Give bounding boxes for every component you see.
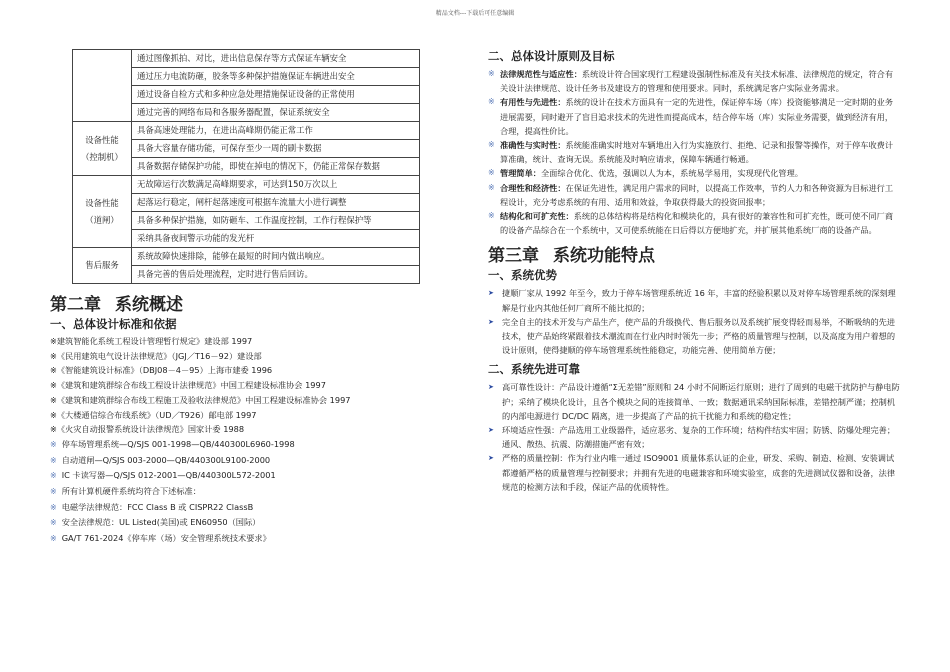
- arrow-bullet-icon: ➤: [488, 383, 494, 392]
- chapter-2: [50, 294, 470, 547]
- category-sublabel: （道闸）: [85, 214, 119, 225]
- section-heading: 二、总体设计原则及目标: [488, 49, 615, 63]
- table-cell: 通过完善的网络布局和各服务器配置，保证系统安全: [132, 104, 420, 122]
- requirements-table: [72, 49, 420, 284]
- list-item: ※ IC 卡读写器—Q/SJS 012-2001—QB/440300L572-2001: [50, 470, 276, 481]
- list-item: ※ 自动道闸—Q/SJS 003-2000—QB/440300L9100-2000: [50, 454, 271, 465]
- chapter-title: 第三章 系统功能特点: [488, 246, 655, 267]
- list-item: ※《智能建筑设计标准》（DBJ08－4－95）上海市建委 1996: [50, 365, 273, 376]
- arrow-bullet-icon: ➤: [488, 317, 494, 326]
- table-row: [73, 176, 420, 194]
- bullet-icon: ※: [488, 182, 495, 192]
- list-item: ※ 所有计算机硬件系统均符合下述标准：: [50, 486, 201, 497]
- section-heading: 二、系统先进可靠: [488, 362, 580, 377]
- bullet-icon: ※: [50, 455, 57, 465]
- list-item: ※ 停车场管理系统—Q/SJS 001-1998—QB/440300L6960-1998: [50, 438, 295, 449]
- list-item: ※建筑智能化系统工程设计管理暂行规定》建设部 1997: [50, 336, 253, 346]
- list-item: ※《建筑和建筑群综合布线工程施工及验收法律规范》中国工程建设标准协会 1997: [50, 394, 351, 405]
- table-cell: 具备多种保护措施，如防砸车、工作温度控制，工作行程保护等: [132, 212, 420, 230]
- arrow-bullet-icon: ➤: [488, 426, 494, 435]
- principles-list: [488, 67, 900, 237]
- table-cell: 系统故障快速排除，能够在最短的时间内做出响应。: [132, 248, 420, 266]
- right-column: [488, 48, 900, 494]
- category-label: 设备性能: [85, 134, 119, 145]
- table-category-cell: [73, 248, 132, 284]
- list-item: ➤ 严格的质量控制：作为行业内唯一通过 ISO9001 质量体系认证的企业，研发、采购、制造、检测、安装调试都遵循严格的质量管理与控制要求；并拥有先进的电磁兼容和环境实验室，成套的先进测试仪器和设备，法律规范的检测方法和手段，保证产品的优质特性。: [488, 451, 900, 494]
- table-cell: 无故障运行次数满足高峰期要求，可达到150万次以上: [132, 176, 420, 194]
- page-header: 精品文档---下载后可任意编辑: [435, 10, 515, 17]
- table-cell: 具备完善的售后处理流程，定时进行售后回访。: [132, 266, 420, 284]
- chapter-title: 第二章 系统概述: [50, 295, 183, 315]
- arrow-bullet-icon: ➤: [488, 454, 494, 463]
- table-cell: 采纳具备夜间警示功能的发光杆: [132, 230, 420, 248]
- list-item: ※《民用建筑电气设计法律规范》（JGJ／T16－92）建设部: [50, 350, 262, 361]
- list-item: ※ 安全法律规范：UL Listed(美国)或 EN60950（国际）: [50, 517, 261, 528]
- chapter-3: [488, 245, 900, 494]
- list-item: ※ 合理性和经济性：在保证先进性，满足用户需求的同时，以提高工作效率，节约人力和各种资源为目标进行工程设计，充分考虑系统的有用、适用和效益，争取获得最大的投资回报率；: [488, 181, 900, 209]
- bullet-icon: ※: [50, 518, 57, 528]
- table-category-cell: [73, 122, 132, 176]
- table-cell: 通过压力电流防砸，胶条等多种保护措施保证车辆进出安全: [132, 68, 420, 86]
- list-item: ※《火灾自动报警系统设计法律规范》国家计委 1988: [50, 424, 245, 435]
- bullet-icon: ※: [50, 534, 57, 544]
- list-item: ※ GA/T 761-2024《停车库（场）安全管理系统技术要求》: [50, 533, 271, 544]
- list-item: ※ 法律规范性与适应性：系统设计符合国家现行工程建设强制性标准及有关技术标准、法律规范的规定，符合有关设计法律规范、设计任务书及建设方的管理和使用要求。同时，系统满足客户实际业务需求。: [488, 67, 900, 95]
- list-item: ※ 结构化和可扩充性：系统的总体结构将是结构化和模块化的，具有很好的兼容性和可扩充性，既可使不同厂商的设备产品综合在一个系统中，又可使系统能在日后得以方便地扩充，并扩展其他系统厂商的设备产品。: [488, 209, 900, 237]
- bullet-icon: ※: [488, 140, 495, 150]
- table-category-cell: [73, 176, 132, 248]
- list-item: ➤ 捷顺厂家从 1992 年至今，致力于停车场管理系统近 16 年，丰富的经验积累以及对停车场管理系统的深刻理解是行业内其他任何厂商所不能比拟的；: [488, 286, 900, 314]
- bullet-icon: ※: [50, 487, 57, 497]
- bullet-icon: ※: [488, 69, 495, 78]
- list-item: ➤ 完全自主的技术开发与产品生产，使产品的升级换代、售后服务以及系统扩展变得轻而易举，不断吸纳的先进技术，使产品始终紧跟着技术潮流而在行业内时时领先一步；严格的质量管理与控制，以及高度为用户着想的设计原则，使得捷顺的停车场管理系统性能稳定，功能完善、使用简单方便；: [488, 315, 900, 358]
- list-item: ※ 电磁学法律规范：FCC Class B 或 CISPR22 ClassB: [50, 501, 254, 512]
- table-row: [73, 50, 420, 68]
- table-cell: 通过图像抓拍、对比，进出信息保存等方式保证车辆安全: [132, 50, 420, 68]
- list-item: ※《大楼通信综合布线系统》（UD／T926）邮电部 1997: [50, 409, 257, 420]
- bullet-icon: ※: [488, 211, 495, 221]
- list-item: ※ 有用性与先进性：系统的设计在技术方面具有一定的先进性，保证停车场（库）投资能够满足一定时期的业务进展需要，同时避开了盲目追求技术的先进性而提高成本，结合停车场（库）实际业务需要，做到经济有用，合理，提高性价比。: [488, 95, 900, 138]
- table-cell: 具备高速处理能力，在进出高峰期仍能正常工作: [132, 122, 420, 140]
- table-cell: 起落运行稳定，闸杆起落速度可根据车流量大小进行调整: [132, 194, 420, 212]
- table-cell: 通过设备自检方式和多种应急处理措施保证设备的正常使用: [132, 86, 420, 104]
- category-label: 售后服务: [85, 260, 119, 270]
- bullet-icon: ※: [50, 439, 57, 449]
- list-item: ※ 管理简单：全面综合优化、优选，强调以人为本，系统易学易用，实现现代化管理。: [488, 166, 900, 180]
- category-sublabel: （控制机）: [81, 151, 123, 162]
- table-category-cell: [73, 50, 132, 122]
- arrow-bullet-icon: ➤: [488, 289, 494, 298]
- standards-list: [50, 334, 470, 547]
- bullet-icon: ※: [50, 502, 57, 512]
- list-item: ➤ 高可靠性设计：产品设计遵循“Σ无差错”原则和 24 小时不间断运行原则；进行了周到的电磁干扰防护与静电防护；采纳了模块化设计，且各个模块之间的连接简单、一致；数据通讯采纳国际标准，差错控制严谨；控制机的内部电源进行 DC/DC 隔离，进一步提高了产品的抗干扰能力和系统的稳定性；: [488, 380, 900, 423]
- list-item: ※《建筑和建筑群综合布线工程设计法律规范》中国工程建设标准协会 1997: [50, 380, 326, 391]
- bullet-icon: ※: [50, 471, 57, 481]
- table-row: [73, 122, 420, 140]
- left-column: [50, 44, 470, 547]
- section-heading: 一、总体设计标准和依据: [50, 317, 177, 331]
- section-heading: 一、系统优势: [488, 268, 557, 283]
- category-label: 设备性能: [85, 197, 119, 208]
- bullet-icon: ※: [488, 168, 495, 178]
- list-item: ➤ 环境适应性强：产品选用工业级器件，适应恶劣、复杂的工作环境；结构件结实牢固；防锈、防爆处理完善；通风、散热、抗震、防潮措施严密有效；: [488, 423, 900, 451]
- bullet-icon: ※: [488, 97, 495, 107]
- table-row: [73, 248, 420, 266]
- table-cell: 具备数据存储保护功能，即使在掉电的情况下，仍能正常保存数据: [132, 158, 420, 176]
- table-cell: 具备大容量存储功能，可保存至少一周的刷卡数据: [132, 140, 420, 158]
- list-item: ※ 准确性与实时性：系统能准确实时地对车辆地出入行为实施放行、拒绝、记录和报警等操作，对于停车收费计算准确，统计、查询无误。系统能及时响应请求，保障车辆通行畅通。: [488, 138, 900, 166]
